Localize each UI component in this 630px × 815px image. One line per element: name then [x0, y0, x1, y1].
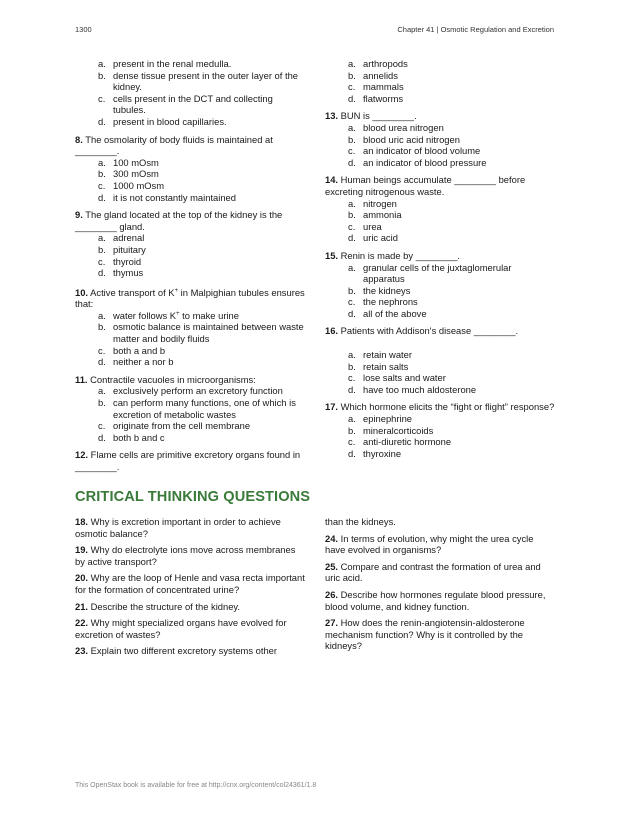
q7-option-list	[75, 58, 305, 128]
question-10-stem: 10. Active transport of K+ in Malpighian tubules ensures that:	[75, 286, 305, 310]
q15-option-a: a. granular cells of the juxtaglomerular apparatus	[348, 261, 512, 285]
question-8	[75, 134, 305, 204]
question-15-stem: 15. Renin is made by ________.	[325, 249, 461, 261]
q8-option-b: b. 300 mOsm	[98, 168, 159, 180]
question-12-options	[325, 58, 555, 104]
q17-option-b: b. mineralcorticoids	[348, 424, 434, 436]
q9-option-d: d. thymus	[98, 267, 144, 279]
q16-option-b: b. retain salts	[348, 360, 409, 372]
question-12	[75, 449, 305, 472]
q8-option-list	[75, 157, 305, 203]
question-13	[325, 110, 555, 168]
q15-option-d: d. all of the above	[348, 307, 427, 319]
critical-thinking-right-column	[325, 516, 555, 657]
q11-option-list	[75, 385, 305, 443]
question-23-continuation: than the kidneys.	[325, 516, 396, 527]
q12-option-c: c. mammals	[348, 81, 404, 93]
q14-option-d: d. uric acid	[348, 232, 398, 244]
question-17	[325, 401, 555, 459]
q9-option-list	[75, 232, 305, 278]
q17-option-d: d. thyroxine	[348, 447, 402, 459]
q13-option-list	[325, 122, 555, 168]
q10-option-list	[75, 310, 305, 368]
question-20: 20. Why are the loop of Henle and vasa recta important for the formation of concentrated urine?	[75, 572, 305, 595]
q14-option-c: c. urea	[348, 220, 382, 232]
question-24: 24. In terms of evolution, why might the urea cycle have evolved in organisms?	[325, 532, 534, 556]
question-17-stem: 17. Which hormone elicits the “fight or flight” response?	[325, 401, 555, 413]
question-9-stem: 9. The gland located at the top of the kidney is the ________ gland.	[75, 209, 283, 232]
q10-option-b: b. osmotic balance is maintained between waste matter and bodily fluids	[98, 321, 304, 345]
q14-option-list	[325, 198, 555, 244]
question-11	[75, 374, 305, 444]
q12-option-list	[325, 58, 555, 104]
q7-option-a: a. present in the renal medulla.	[98, 58, 232, 69]
q10-option-a: a. water follows K+ to make urine	[98, 309, 239, 321]
q16-option-list	[325, 349, 555, 395]
question-25: 25. Compare and contrast the formation of urea and uric acid.	[325, 560, 541, 584]
q14-option-b: b. ammonia	[348, 209, 402, 221]
question-12-stem: 12. Flame cells are primitive excretory organs found in ________.	[75, 449, 301, 472]
q10-option-c: c. both a and b	[98, 344, 166, 356]
q12-option-b: b. annelids	[348, 69, 398, 81]
q16-option-d: d. have too much aldosterone	[348, 383, 477, 395]
question-9	[75, 209, 305, 279]
chapter-title: Chapter 41 | Osmotic Regulation and Excretion	[397, 25, 554, 34]
footer-availability-note: This OpenStax book is available for free at http://cnx.org/content/col24361/1.8	[75, 782, 317, 789]
question-15	[325, 250, 555, 320]
question-23: 23. Explain two different excretory systems other	[75, 645, 278, 657]
question-18: 18. Why is excretion important in order to achieve osmotic balance?	[75, 516, 281, 539]
q17-option-c: c. anti-diuretic hormone	[348, 436, 452, 448]
q13-option-c: c. an indicator of blood volume	[348, 145, 481, 157]
q13-option-d: d. an indicator of blood pressure	[348, 156, 487, 168]
question-16-stem: 16. Patients with Addison's disease ________.	[325, 325, 519, 337]
question-14-stem: 14. Human beings accumulate ________ before excreting nitrogenous waste.	[325, 174, 526, 197]
q13-option-a: a. blood urea nitrogen	[348, 121, 444, 133]
q7-option-d: d. present in blood capillaries.	[98, 115, 227, 127]
page-number: 1300	[75, 25, 92, 34]
q13-option-b: b. blood uric acid nitrogen	[348, 133, 460, 145]
question-8-stem: 8. The osmolarity of body fluids is maintained at ________.	[75, 133, 273, 157]
q10-option-d: d. neither a nor b	[98, 356, 174, 368]
question-26: 26. Describe how hormones regulate blood pressure, blood volume, and kidney function.	[325, 588, 546, 612]
question-21: 21. Describe the structure of the kidney.	[75, 600, 241, 612]
question-19: 19. Why do electrolyte ions move across membranes by active transport?	[75, 544, 296, 567]
q8-option-d: d. it is not constantly maintained	[98, 191, 236, 203]
question-10	[75, 287, 305, 368]
question-11-stem: 11. Contractile vacuoles in microorganisms:	[75, 373, 256, 385]
q11-option-c: c. originate from the cell membrane	[98, 420, 251, 432]
q11-option-d: d. both b and c	[98, 431, 165, 443]
q8-option-a: a. 100 mOsm	[98, 156, 159, 168]
question-22: 22. Why might specialized organs have evolved for excretion of wastes?	[75, 617, 287, 640]
question-7-options	[75, 58, 305, 128]
q9-option-a: a. adrenal	[98, 232, 145, 244]
q12-option-d: d. flatworms	[348, 92, 404, 104]
q7-option-c: c. cells present in the DCT and collecting tubules.	[98, 92, 273, 116]
q17-option-list	[325, 413, 555, 459]
q15-option-list	[325, 262, 555, 320]
q9-option-b: b. pituitary	[98, 243, 146, 255]
question-14	[325, 174, 555, 244]
q11-option-b: b. can perform many functions, one of which is excretion of metabolic wastes	[98, 397, 296, 420]
right-column	[325, 58, 555, 465]
critical-thinking-left-column	[75, 516, 305, 662]
question-13-stem: 13. BUN is ________.	[325, 110, 417, 122]
q14-option-a: a. nitrogen	[348, 197, 397, 209]
q15-option-b: b. the kidneys	[348, 284, 411, 296]
q16-option-c: c. lose salts and water	[348, 372, 446, 384]
q9-option-c: c. thyroid	[98, 255, 142, 267]
q12-option-a: a. arthropods	[348, 58, 408, 69]
q15-option-c: c. the nephrons	[348, 296, 418, 308]
question-16	[325, 325, 555, 395]
question-27: 27. How does the renin-angiotensin-aldosterone mechanism function? Why is it controlled by the kidneys?	[325, 617, 525, 652]
q11-option-a: a. exclusively perform an excretory function	[98, 385, 283, 397]
q17-option-a: a. epinephrine	[348, 413, 412, 425]
left-column	[75, 58, 305, 479]
section-title-critical-thinking: CRITICAL THINKING QUESTIONS	[75, 489, 311, 505]
q8-option-c: c. 1000 mOsm	[98, 179, 165, 191]
q7-option-b: b. dense tissue present in the outer layer of the kidney.	[98, 69, 299, 93]
q16-option-a: a. retain water	[348, 349, 412, 361]
